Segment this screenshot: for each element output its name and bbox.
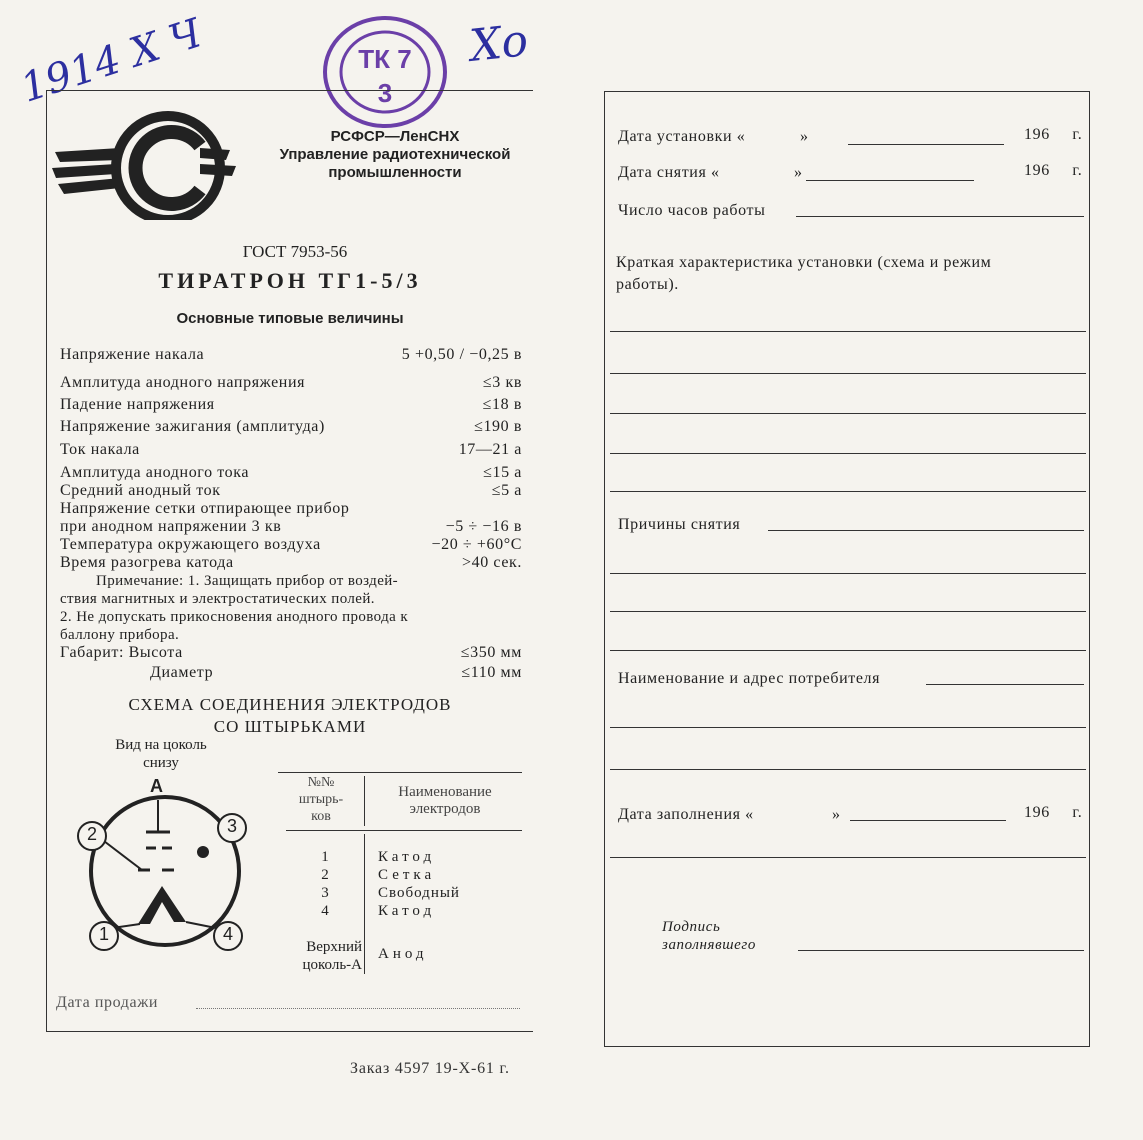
table-row-num: 1: [321, 849, 329, 865]
table-row-num: 3: [321, 885, 329, 901]
reasons-field-line[interactable]: [610, 650, 1086, 651]
pin2-label: 2: [86, 824, 97, 844]
height-label: Габарит: Высота: [60, 644, 183, 661]
spec-row: [60, 482, 522, 502]
pin1-label: 1: [98, 924, 109, 944]
table-col2-line1: Наименование: [398, 784, 492, 800]
spec-label: Напряжение зажигания (амплитуда): [60, 418, 325, 435]
consumer-field-line[interactable]: [610, 769, 1086, 770]
install-date-label: Дата установки «: [618, 128, 746, 145]
note-line3: 2. Не допускать прикосновения анодного провода к: [60, 609, 409, 625]
spec-label: Средний анодный ток: [60, 482, 221, 499]
top-cap-name: Анод: [378, 946, 428, 962]
scheme-title2: СО ШТЫРЬКАМИ: [213, 717, 367, 736]
spec-label: Амплитуда анодного напряжения: [60, 374, 306, 391]
signature-field[interactable]: [798, 950, 1084, 951]
pin4-label: 4: [222, 924, 233, 944]
spec-label: Напряжение накала: [60, 346, 205, 363]
scheme-title1: СХЕМА СОЕДИНЕНИЯ ЭЛЕКТРОДОВ: [128, 695, 452, 714]
fill-year: 196 г.: [1024, 804, 1083, 821]
grid-voltage-label2: при анодном напряжении 3 кв: [60, 518, 282, 535]
signature-label1: Подпись: [662, 919, 721, 935]
desc-field-line[interactable]: [610, 491, 1086, 492]
spec-row: [60, 441, 522, 461]
order-number: Заказ 4597 19-Х-61 г.: [350, 1060, 510, 1077]
reasons-label: Причины снятия: [618, 516, 741, 533]
diameter-value: ≤110 мм: [461, 664, 522, 681]
sale-date-label: Дата продажи: [56, 994, 159, 1011]
remove-date-quote: »: [794, 164, 803, 181]
remove-year: 196 г.: [1024, 162, 1083, 179]
table-col2-line2: электродов: [409, 801, 481, 817]
spec-label: Амплитуда анодного тока: [60, 464, 250, 481]
desc-field-line[interactable]: [610, 373, 1086, 374]
install-date-quote: »: [800, 128, 809, 145]
install-year: 196 г.: [1024, 126, 1083, 143]
table-col1-line1: №№: [307, 775, 335, 790]
spec-value: 5 +0,50 / −0,25 в: [401, 346, 522, 363]
spec-row: [60, 554, 522, 574]
table-row-name: Катод: [378, 903, 436, 919]
temp-label: Температура окружающего воздуха: [60, 536, 321, 553]
spec-row: [60, 396, 522, 416]
top-cap-label1: Верхний: [306, 939, 362, 955]
desc-field-line[interactable]: [610, 413, 1086, 414]
fill-date-label: Дата заполнения «: [618, 806, 754, 823]
table-row-num: 4: [321, 903, 329, 919]
height-value: ≤350 мм: [460, 644, 522, 661]
short-desc-line1: Краткая характеристика установки (схема и режим: [616, 254, 992, 271]
spec-row: [60, 518, 522, 538]
pin3-label: 3: [226, 816, 237, 836]
handwritten-mark: Хо: [467, 15, 531, 72]
anode-label: А: [150, 776, 163, 796]
install-month-field[interactable]: [848, 144, 1004, 145]
remove-date-label: Дата снятия «: [618, 164, 720, 181]
desc-field-line[interactable]: [610, 453, 1086, 454]
table-row-num: 2: [321, 867, 329, 883]
table-row-name: Катод: [378, 849, 436, 865]
fill-date-quote: »: [832, 806, 841, 823]
reasons-field-line[interactable]: [610, 611, 1086, 612]
gost-number: ГОСТ 7953-56: [242, 242, 348, 261]
top-cap-label2: цоколь-А: [302, 957, 362, 973]
reasons-field[interactable]: [768, 530, 1084, 531]
desc-field-line[interactable]: [610, 331, 1086, 332]
diameter-label: Диаметр: [150, 664, 214, 681]
spec-row: [60, 536, 522, 556]
stamp-line2: 3: [377, 78, 393, 108]
table-col1-line2: штырь-: [298, 792, 344, 807]
spec-row: [60, 374, 522, 394]
header-org3: промышленности: [328, 164, 462, 181]
table-row-name: Сетка: [378, 867, 436, 883]
spec-label: Падение напряжения: [60, 396, 215, 413]
note-line1: Примечание: 1. Защищать прибор от воздей-: [96, 573, 399, 589]
factory-logo-icon: [50, 110, 240, 220]
header-org1: РСФСР—ЛенСНХ: [330, 128, 460, 145]
product-title: ТИРАТРОН ТГ1-5/3: [158, 268, 422, 293]
consumer-label: Наименование и адрес потребителя: [618, 670, 881, 687]
spec-value: ≤5 а: [491, 482, 522, 499]
header-org2: Управление радиотехнической: [279, 146, 511, 163]
stamp-line1: ТК 7: [358, 44, 412, 74]
note-line2: ствия магнитных и электростатических полей.: [60, 591, 375, 607]
spec-value: 17—21 а: [458, 441, 522, 458]
hours-label: Число часов работы: [618, 202, 766, 219]
right-panel: [604, 91, 1090, 1047]
spec-row: [60, 644, 522, 664]
short-desc-line2: работы).: [616, 276, 679, 293]
spec-row: [60, 418, 522, 438]
consumer-field[interactable]: [926, 684, 1084, 685]
fill-month-field[interactable]: [850, 820, 1006, 821]
spec-row: [60, 346, 522, 366]
view-label1: Вид на цоколь: [115, 737, 207, 753]
spec-label: Ток накала: [60, 441, 140, 458]
table-row-name: Свободный: [378, 885, 460, 901]
grid-voltage-value: −5 ÷ −16 в: [445, 518, 522, 535]
table-col1-line3: ков: [311, 809, 331, 824]
reasons-field-line[interactable]: [610, 573, 1086, 574]
spec-value: ≤3 кв: [482, 374, 522, 391]
specs-heading: Основные типовые величины: [176, 310, 404, 327]
fill-field-line[interactable]: [610, 857, 1086, 858]
note-line4: баллону прибора.: [60, 627, 180, 643]
view-label2: снизу: [143, 755, 179, 771]
temp-value: −20 ÷ +60°С: [431, 536, 522, 553]
spec-value: ≤190 в: [474, 418, 522, 435]
signature-label2: заполнявшего: [662, 937, 756, 953]
grid-voltage-label: Напряжение сетки отпирающее прибор: [60, 500, 350, 517]
consumer-field-line[interactable]: [610, 727, 1086, 728]
warmup-value: >40 сек.: [462, 554, 522, 571]
spec-row: [60, 464, 522, 484]
spec-value: ≤18 в: [482, 396, 522, 413]
spec-row: [60, 500, 522, 520]
warmup-label: Время разогрева катода: [60, 554, 234, 571]
spec-value: ≤15 а: [483, 464, 522, 481]
hours-field[interactable]: [796, 216, 1084, 217]
remove-month-field[interactable]: [806, 180, 974, 181]
handwritten-number: 1914 Х Ч: [15, 10, 208, 112]
spec-row: [60, 664, 522, 684]
